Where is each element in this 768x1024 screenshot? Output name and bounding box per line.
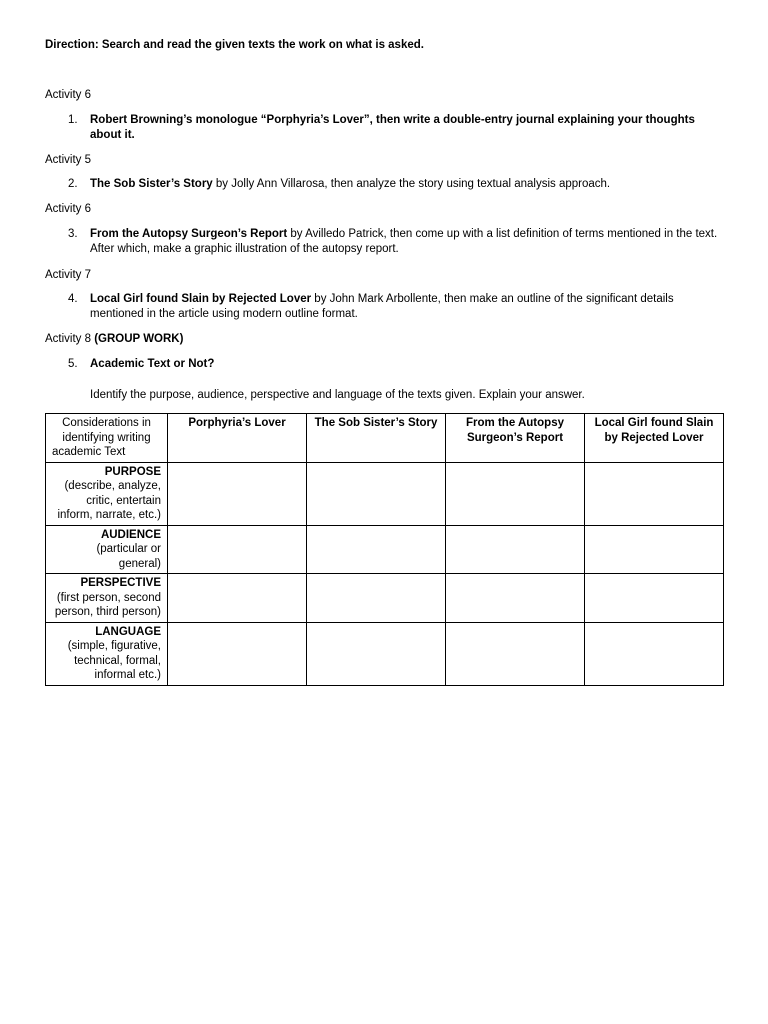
item-title: The Sob Sister’s Story <box>90 178 213 190</box>
column-header: From the Autopsy Surgeon’s Report <box>446 414 585 463</box>
row-label <box>46 622 168 685</box>
row-description: (first person, second person, third person) <box>54 591 161 618</box>
answer-cell[interactable] <box>585 525 724 574</box>
column-header: The Sob Sister’s Story <box>307 414 446 463</box>
item-title: Local Girl found Slain by Rejected Lover <box>90 293 312 305</box>
item-text: Robert Browning’s monologue “Porphyria’s Lover”, then write a double-entry journal explaining your thoughts about it. <box>90 114 695 141</box>
item-text: by Avilledo Patrick, then come up with a list definition of terms mentioned in the text. After which, make a graphic illustration of the autopsy report. <box>90 228 718 255</box>
answer-cell[interactable] <box>585 622 724 685</box>
row-label <box>46 462 168 525</box>
row-description: (describe, analyze, critic, entertain inform, narrate, etc.) <box>57 480 161 521</box>
table-corner-header: Considerations in identifying writing academic Text <box>46 414 168 463</box>
answer-cell[interactable] <box>446 462 585 525</box>
activity-heading: Activity 7 <box>45 269 92 281</box>
item-number: 1. <box>68 114 78 126</box>
answer-cell[interactable] <box>585 574 724 623</box>
activity-heading: Activity 5 <box>45 154 92 166</box>
table-row <box>46 462 724 525</box>
item-body <box>90 227 722 257</box>
answer-cell[interactable] <box>168 462 307 525</box>
row-title: AUDIENCE <box>100 528 161 541</box>
row-title: PURPOSE <box>104 465 161 478</box>
activity-label: Activity 8 <box>45 333 92 345</box>
instruction-text: Identify the purpose, audience, perspective and language of the texts given. Explain your answer. <box>90 389 585 401</box>
row-description: (particular or general) <box>96 543 161 570</box>
item-number: 5. <box>68 358 78 370</box>
activity-heading: Activity 6 <box>45 203 92 215</box>
answer-cell[interactable] <box>307 525 446 574</box>
answer-cell[interactable] <box>585 462 724 525</box>
item-number: 4. <box>68 293 78 305</box>
row-label <box>46 525 168 574</box>
table-row <box>46 574 724 623</box>
item-number: 2. <box>68 178 78 190</box>
group-work-label: (GROUP WORK) <box>94 333 184 345</box>
item-number: 3. <box>68 228 78 240</box>
row-title: LANGUAGE <box>95 625 161 638</box>
activity-heading <box>45 332 183 347</box>
answer-cell[interactable] <box>307 574 446 623</box>
item-title: Academic Text or Not? <box>90 358 215 370</box>
analysis-table <box>45 413 724 686</box>
row-title: PERSPECTIVE <box>80 577 161 589</box>
column-header: Porphyria’s Lover <box>168 414 307 463</box>
answer-cell[interactable] <box>168 622 307 685</box>
item-body <box>90 177 722 192</box>
row-description: (simple, figurative, technical, formal, informal etc.) <box>67 640 161 681</box>
activity-heading: Activity 6 <box>45 89 92 101</box>
answer-cell[interactable] <box>168 574 307 623</box>
item-text: by John Mark Arbollente, then make an outline of the significant details mentioned in the article using modern outline format. <box>90 293 674 320</box>
answer-cell[interactable] <box>307 462 446 525</box>
answer-cell[interactable] <box>446 574 585 623</box>
row-label <box>46 574 168 623</box>
column-header: Local Girl found Slain by Rejected Lover <box>585 414 724 463</box>
item-title: From the Autopsy Surgeon’s Report <box>90 228 288 240</box>
table-header-row <box>46 414 724 463</box>
table-row <box>46 622 724 685</box>
item-body <box>90 292 722 322</box>
answer-cell[interactable] <box>446 525 585 574</box>
table-row <box>46 525 724 574</box>
answer-cell[interactable] <box>307 622 446 685</box>
item-text: by Jolly Ann Villarosa, then analyze the story using textual analysis approach. <box>212 178 611 190</box>
direction-text: Direction: Search and read the given texts the work on what is asked. <box>45 39 424 51</box>
answer-cell[interactable] <box>168 525 307 574</box>
answer-cell[interactable] <box>446 622 585 685</box>
